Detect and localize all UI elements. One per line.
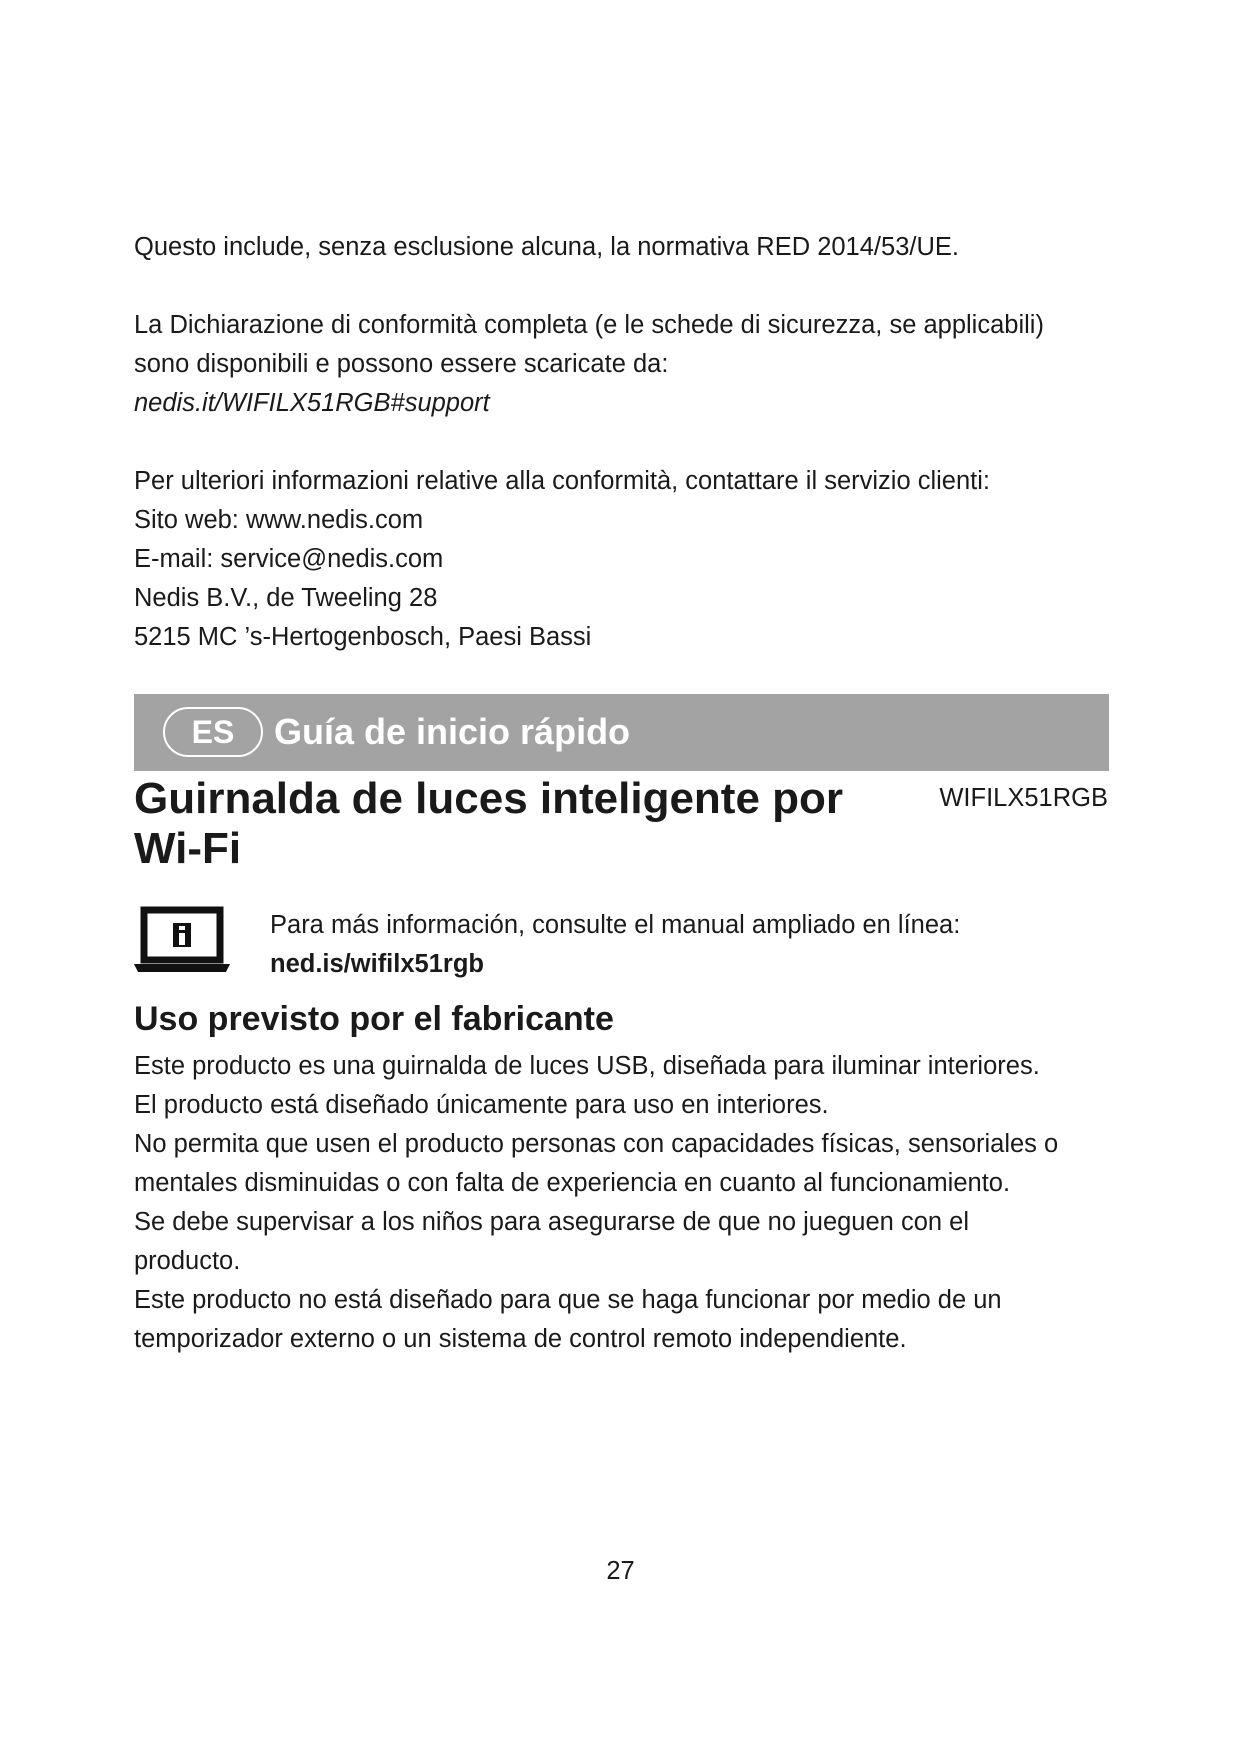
language-code-badge: ES [163,707,263,757]
page-number: 27 [606,1557,635,1585]
product-title-line-2: Wi-Fi [134,824,242,873]
intended-use-heading: Uso previsto por el fabricante [134,1000,614,1038]
email-line: E-mail: service@nedis.com [134,545,444,573]
red-directive-line: Questo include, senza esclusione alcuna, la normativa RED 2014/53/UE. [134,233,959,261]
model-number: WIFILX51RGB [939,784,1108,812]
intended-use-line: Este producto es una guirnalda de luces USB, diseñada para iluminar interiores. [134,1052,1040,1080]
intended-use-line: temporizador externo o un sistema de control remoto independiente. [134,1325,907,1353]
online-manual-text: Para más información, consulte el manual ampliado en línea: [270,911,961,939]
declaration-line-1: La Dichiarazione di conformità completa (e le schede di sicurezza, se applicabili) [134,311,1044,339]
intended-use-line: producto. [134,1247,241,1275]
contact-intro: Per ulteriori informazioni relative alla conformità, contattare il servizio clienti: [134,467,991,495]
online-manual-link[interactable]: ned.is/wifilx51rgb [270,950,484,978]
intended-use-line: El producto está diseñado únicamente para uso en interiores. [134,1091,829,1119]
laptop-info-icon [134,906,230,974]
address-line: 5215 MC ’s-Hertogenbosch, Paesi Bassi [134,623,592,651]
website-line: Sito web: www.nedis.com [134,506,424,534]
italian-compliance-section [134,228,1109,657]
language-section-bar [134,694,1109,771]
online-manual-info [270,906,960,984]
intended-use-line: mentales disminuidas o con falta de experiencia en cuanto al funcionamiento. [134,1169,1011,1197]
product-title-line-1: Guirnalda de luces inteligente por [134,774,844,823]
support-url[interactable]: nedis.it/WIFILX51RGB#support [134,389,490,417]
quick-start-title: Guía de inicio rápido [274,711,631,752]
product-title [134,774,894,874]
intended-use-body [134,1047,1109,1359]
company-line: Nedis B.V., de Tweeling 28 [134,584,438,612]
intended-use-line: Este producto no está diseñado para que se haga funcionar por medio de un [134,1286,1002,1314]
declaration-line-2: sono disponibili e possono essere scaricate da: [134,350,669,378]
intended-use-line: Se debe supervisar a los niños para asegurarse de que no jueguen con el [134,1208,969,1236]
intended-use-line: No permita que usen el producto personas con capacidades físicas, sensoriales o [134,1130,1059,1158]
